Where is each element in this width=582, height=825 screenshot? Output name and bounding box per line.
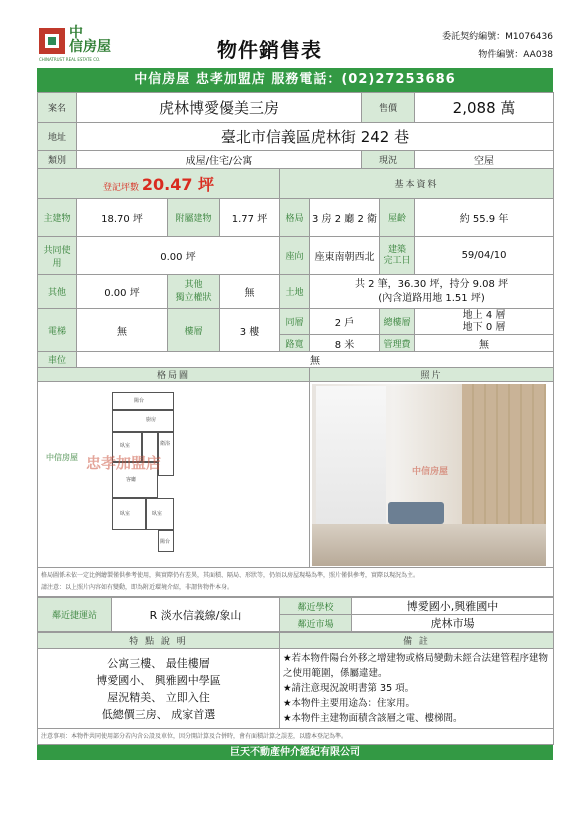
disclaimer-line-2: 請注意：以上照片內容如有變動，即為附近環境介紹，非謂售物件本身。 [41,584,234,591]
remark-item: ★本物件主建物面積含該層之電、樓梯間。 [283,713,463,724]
land-line-2: (內含道路用地 1.51 坪) [378,292,485,304]
completed-label: 建築 完工日 [380,237,415,275]
features-header: 特 點 說 明 [38,633,280,649]
registered-label: 登記坪數 [102,183,139,193]
feature-item: 公寓三樓、 最佳樓層 [107,656,210,670]
sales-sheet [37,22,553,764]
remark-item: ★若本物件陽台外移之增建物或格局變動未經合法建管程序建物之使用範圍，係屬違建。 [283,653,549,679]
logo-subtitle: CHINATRUST REAL ESTATE CO. [39,57,101,62]
other-label: 其他 [38,275,77,309]
reference-numbers [442,28,553,64]
mrt-station: R 淡水信義線/象山 [112,598,280,632]
basic-info-header: 基本資料 [280,169,554,199]
age: 約 55.9 年 [415,199,554,237]
price: 2,088 萬 [415,93,554,123]
property-table [37,92,554,597]
land-line-1: 共 2 筆，36.30 坪，持分 9.08 坪 [354,278,509,290]
feature-item: 屋況精美、 立即入住 [107,690,210,704]
elevator: 無 [77,309,168,352]
floorplan-cell [38,382,310,568]
price-label: 售價 [362,93,415,123]
disclaimer-line-1: 格局圖係未依一定比例繪製僅供參考使用，與實際仍有差異，其面積、隔局、形狀等，仍須以房屋現場為準，照片僅供參考，實際以現況為主。 [41,572,420,579]
market-label: 鄰近市場 [280,615,352,632]
market: 虎林市場 [352,615,554,632]
registered-area [38,169,280,199]
name-label: 案名 [38,93,77,123]
road-width: 8 米 [310,335,380,352]
school: 博愛國小,興雅國中 [352,598,554,615]
age-label: 屋齡 [380,199,415,237]
completed-date: 59/04/10 [415,237,554,275]
registered-value: 20.47 坪 [141,175,215,194]
store-bar: 中信房屋 忠孝加盟店 服務電話：(02)27253686 [37,68,553,92]
school-label: 鄰近學校 [280,598,352,615]
main-building-label: 主建物 [38,199,77,237]
land-label: 土地 [280,275,310,309]
fp-room-1: 陽台 [134,398,145,404]
total-floors [415,309,554,335]
parking: 無 [77,352,554,368]
fp-room-4: 衛浴 [160,441,171,447]
page-title: 物件銷售表 [217,38,322,62]
features-table [37,632,554,745]
interior-photo [312,384,546,566]
watermark: 忠孝加盟店 [86,454,162,472]
total-floors-label: 總樓層 [380,309,415,335]
floorplan-image [98,390,192,560]
header [37,22,553,68]
logo-mark-icon [39,28,65,54]
fp-room-3: 臥室 [120,443,131,449]
fp-room-2: 廚房 [146,417,157,423]
separate-label: 其他 獨立權狀 [168,275,220,309]
main-building: 18.70 坪 [77,199,168,237]
company-footer: 巨天不動產仲介經紀有限公司 [37,745,553,760]
feature-item: 低總價三房、 成家首選 [101,707,216,721]
footer-note: 注意事項：本物件共同使用部分若內含公設及車位，因分開計算及合併時，會有面積計算之誤差，以謄本登記為準。 [38,729,554,745]
annex-label: 附屬建物 [168,199,220,237]
property-name: 虎林博愛優美三房 [77,93,362,123]
logo-name: 中 信房屋 [69,25,111,55]
address: 臺北市信義區虎林街 242 巷 [77,123,554,151]
fp-room-7: 臥室 [152,511,163,517]
mgmt-fee: 無 [415,335,554,352]
floor-label: 樓層 [168,309,220,352]
floors-below: 地下 0 層 [462,321,506,333]
remark-item: ★請注意現況說明書第 35 項。 [283,683,415,694]
households: 2 戶 [310,309,380,335]
elevator-label: 電梯 [38,309,77,352]
contract-number: 委託契約編號：M1076436 [442,32,553,42]
photo-header: 照片 [310,368,554,382]
common-area: 0.00 坪 [77,237,280,275]
features-list [38,649,280,729]
watermark-logo: 中信房屋 [46,453,78,462]
annex: 1.77 坪 [220,199,280,237]
households-label: 同層 [280,309,310,335]
remark-item: ★本物件主要用途為：住家用。 [283,698,416,709]
company-logo [39,26,129,64]
layout-label: 格局 [280,199,310,237]
separate-title: 無 [220,275,280,309]
fp-room-6: 臥室 [120,511,131,517]
type-label: 類別 [38,151,77,169]
property-type: 成屋/住宅/公寓 [77,151,362,169]
status-label: 現況 [362,151,415,169]
fp-room-8: 陽台 [160,539,171,545]
other-area: 0.00 坪 [77,275,168,309]
photo-watermark: 中信房屋 [412,467,449,477]
remarks-list [280,649,554,729]
disclaimer [38,568,554,597]
status: 空屋 [415,151,554,169]
road-label: 路寬 [280,335,310,352]
parking-label: 車位 [38,352,77,368]
mrt-label: 鄰近捷運站 [38,598,112,632]
object-number: 物件編號：AA038 [478,50,553,60]
address-label: 地址 [38,123,77,151]
floorplan-header: 格局圖 [38,368,310,382]
feature-item: 博愛國小、 興雅國中學區 [96,673,221,687]
land-info [310,275,554,309]
layout: 3 房 2 廳 2 衛 [310,199,380,237]
nearby-table [37,597,554,632]
facing: 座東南朝西北 [310,237,380,275]
floors-above: 地上 4 層 [462,309,506,321]
remarks-header: 備 註 [280,633,554,649]
common-label: 共同使用 [38,237,77,275]
facing-label: 座向 [280,237,310,275]
photo-cell [310,382,554,568]
fp-room-5: 客廳 [126,477,137,483]
mgmt-label: 管理費 [380,335,415,352]
floor: 3 樓 [220,309,280,352]
